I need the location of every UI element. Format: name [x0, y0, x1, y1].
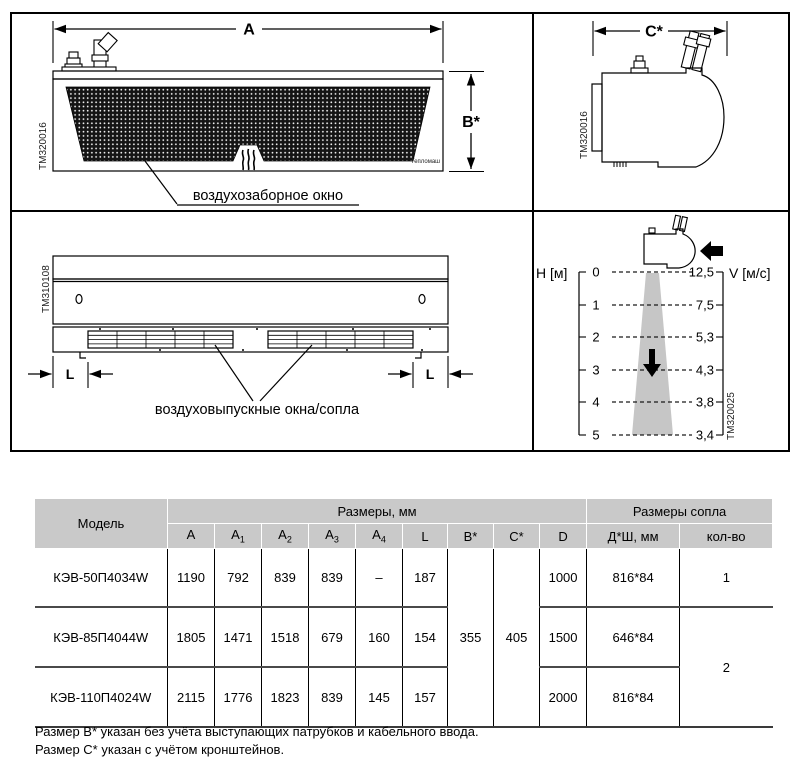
cell-b-star-merged: 355 — [448, 549, 494, 728]
v-tick: 3,8 — [695, 394, 714, 410]
side-view-panel — [579, 21, 727, 167]
cell-l: 154 — [403, 607, 448, 667]
airflow-in-arrow — [700, 241, 723, 261]
v-tick: 12,5 — [688, 264, 714, 280]
table-row — [35, 667, 773, 727]
h-tick: 5 — [592, 427, 600, 443]
keyhole-slot-right — [419, 295, 425, 304]
cell-a4: 145 — [356, 667, 403, 727]
v-tick: 4,3 — [695, 362, 714, 378]
v-tick: 7,5 — [695, 297, 714, 313]
bottom-view-panel — [28, 256, 473, 418]
dim-c-label: C* — [645, 23, 663, 41]
water-pipes — [678, 30, 711, 72]
drawing-code-bottom: ТМ310108 — [41, 265, 52, 313]
v-tick: 5,3 — [695, 329, 714, 345]
v-tick: 3,4 — [695, 427, 714, 443]
h-tick: 2 — [592, 329, 600, 345]
header-model: Модель — [35, 499, 168, 549]
v-axis-label: V [м/с] — [729, 265, 771, 281]
drawing-code-side: ТМ320016 — [579, 111, 590, 159]
header-group-nozzle: Размеры сопла — [587, 499, 773, 524]
front-view-panel — [38, 21, 484, 205]
cell-d: 1000 — [540, 549, 587, 608]
dim-l-right-label: L — [425, 366, 435, 382]
outlet-windows-callout: воздуховыпускные окна/сопла — [154, 402, 360, 418]
cell-d: 2000 — [540, 667, 587, 727]
dimensions-table — [34, 498, 773, 728]
h-tick: 3 — [592, 362, 600, 378]
brand-logo-text: Тепломаш — [410, 159, 440, 165]
cell-a: 1805 — [168, 607, 215, 667]
table-row — [35, 607, 773, 667]
header-d: D — [540, 524, 587, 549]
cell-l: 157 — [403, 667, 448, 727]
technical-drawings — [10, 12, 790, 453]
drawing-code-front: ТМ320016 — [38, 122, 49, 170]
keyhole-slot-left — [76, 295, 82, 304]
cell-a2: 1518 — [262, 607, 309, 667]
cell-l: 187 — [403, 549, 448, 608]
cell-model: КЭВ-50П4034W — [53, 570, 149, 585]
header-l: L — [403, 524, 448, 549]
outlet-grille-right — [268, 331, 413, 348]
cell-a2: 839 — [262, 549, 309, 608]
cell-model: КЭВ-110П4024W — [35, 667, 168, 727]
header-b-star: B* — [448, 524, 494, 549]
dim-l-left-label: L — [65, 366, 75, 382]
cell-nozzle-qty-merged: 2 — [680, 607, 773, 727]
header-nozzle-size: Д*Ш, мм — [587, 524, 680, 549]
cell-a1: 1471 — [215, 607, 262, 667]
cell-a: 2115 — [168, 667, 215, 727]
dim-b-label: B* — [462, 114, 480, 131]
h-tick: 4 — [592, 394, 600, 410]
h-axis-label: H [м] — [536, 265, 568, 281]
teplomash-flame-icon — [242, 149, 254, 170]
cell-a3: 679 — [309, 607, 356, 667]
velocity-diagram-panel — [536, 215, 771, 442]
h-tick: 0 — [592, 264, 600, 280]
cell-a3: 839 — [309, 549, 356, 608]
header-c-star: C* — [494, 524, 540, 549]
cell-nozzle-qty: 1 — [680, 549, 773, 608]
footnotes — [35, 723, 479, 759]
cell-model: КЭВ-85П4044W — [35, 607, 168, 667]
drawing-code-diagram: ТМ320025 — [726, 392, 737, 440]
cell-a3: 839 — [309, 667, 356, 727]
dim-a-label: A — [243, 21, 255, 39]
cell-a: 1190 — [168, 549, 215, 608]
mini-unit-icon — [644, 215, 695, 268]
header-a4: $A_4$ — [356, 524, 403, 549]
footnote-b: Размер B* указан без учёта выступающих патрубков и кабельного ввода. — [35, 724, 479, 739]
header-a1: $A_1$ — [215, 524, 262, 549]
header-a: A — [168, 524, 215, 549]
header-a2: $A_2$ — [262, 524, 309, 549]
cell-a1: 792 — [215, 549, 262, 608]
cell-a1: 1776 — [215, 667, 262, 727]
footnote-c: Размер C* указан с учётом кронштейнов. — [35, 742, 285, 757]
header-nozzle-qty: кол-во — [680, 524, 773, 549]
outlet-grille-left — [88, 331, 233, 348]
intake-window-callout: воздухозаборное окно — [192, 188, 344, 204]
header-group-dimensions: Размеры, мм — [168, 499, 587, 524]
cell-a4: 160 — [356, 607, 403, 667]
cell-a4: – — [356, 549, 403, 608]
cell-nozzle-size: 816*84 — [587, 667, 680, 727]
cell-nozzle-size: 816*84 — [587, 549, 680, 608]
cell-d: 1500 — [540, 607, 587, 667]
cell-nozzle-size: 646*84 — [587, 607, 680, 667]
cell-c-star-merged: 405 — [494, 549, 540, 728]
cell-a2: 1823 — [262, 667, 309, 727]
header-a3: $A_3$ — [309, 524, 356, 549]
table-row — [35, 549, 773, 608]
h-tick: 1 — [592, 297, 600, 313]
